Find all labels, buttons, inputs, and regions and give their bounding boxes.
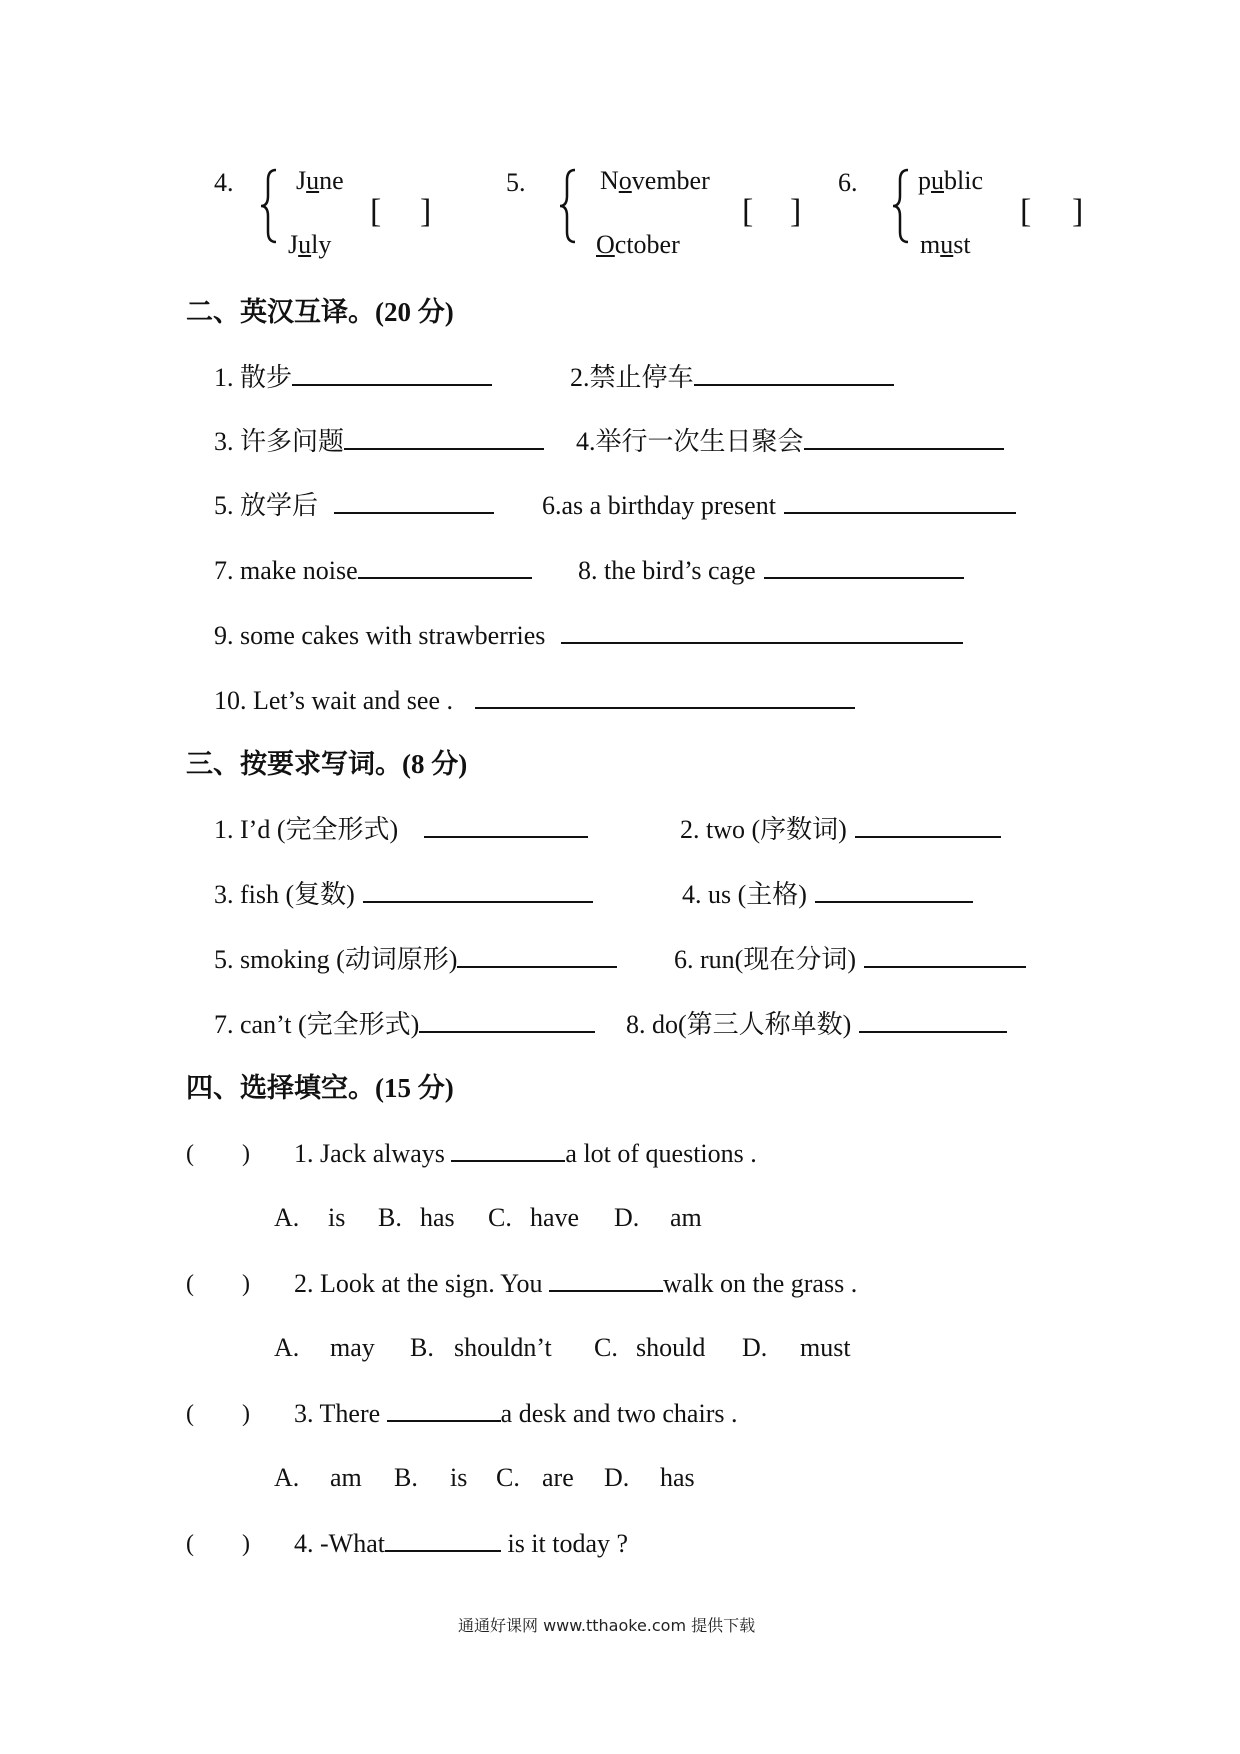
answer-bracket-right: ]	[1072, 193, 1084, 230]
option-text[interactable]: am	[670, 1203, 702, 1232]
translation-item: 8. the bird’s cage	[578, 555, 964, 586]
answer-blank[interactable]	[475, 685, 855, 709]
section-heading: 四、选择填空。(15 分)	[186, 1073, 454, 1103]
option-text[interactable]: have	[530, 1203, 580, 1232]
answer-paren[interactable]: ( )	[186, 1141, 250, 1167]
phonics-word: July	[288, 230, 332, 259]
word-form-item: 4. us (主格)	[682, 879, 973, 910]
option-letter: B.	[410, 1333, 434, 1362]
answer-blank[interactable]	[561, 620, 963, 644]
answer-bracket-right: ]	[790, 193, 802, 230]
answer-blank[interactable]	[549, 1268, 663, 1292]
question-options	[274, 1333, 851, 1363]
phonics-number: 4.	[214, 168, 234, 197]
word-form-item: 7. can’t (完全形式)	[214, 1009, 595, 1040]
answer-bracket-left: [	[370, 193, 382, 230]
answer-blank[interactable]	[864, 944, 1026, 968]
answer-blank[interactable]	[859, 1009, 1007, 1033]
answer-blank[interactable]	[424, 814, 588, 838]
answer-blank[interactable]	[385, 1528, 501, 1552]
word-form-item: 3. fish (复数)	[214, 879, 593, 910]
translation-item: 1. 散步	[214, 362, 492, 393]
word-form-item: 1. I’d (完全形式)	[214, 814, 588, 845]
option-letter: D.	[614, 1203, 640, 1232]
answer-bracket-left: [	[1020, 193, 1032, 230]
translation-item: 6.as a birthday present	[542, 490, 1016, 521]
answer-blank[interactable]	[815, 879, 973, 903]
answer-blank[interactable]	[419, 1009, 595, 1033]
translation-item: 3. 许多问题	[214, 426, 544, 457]
translation-item: 4.举行一次生日聚会	[576, 426, 1004, 457]
phonics-word: must	[920, 230, 971, 259]
option-letter: C.	[496, 1463, 520, 1492]
option-letter: C.	[488, 1203, 512, 1232]
phonics-word: June	[296, 166, 344, 195]
option-letter: B.	[394, 1463, 418, 1492]
answer-blank[interactable]	[363, 879, 593, 903]
phonics-word: October	[596, 230, 680, 259]
question-text: 2. Look at the sign. You walk on the grass .	[294, 1269, 858, 1298]
curly-brace-icon	[890, 166, 912, 246]
option-text[interactable]: should	[636, 1333, 706, 1362]
option-letter: A.	[274, 1203, 300, 1232]
phonics-number: 6.	[838, 168, 858, 197]
question-text: 4. -What is it today ?	[294, 1529, 629, 1558]
curly-brace-icon	[258, 166, 280, 246]
word-form-item: 2. two (序数词)	[680, 814, 1001, 845]
phonics-word: November	[600, 166, 710, 195]
answer-blank[interactable]	[694, 362, 894, 386]
option-text[interactable]: is	[328, 1203, 346, 1232]
option-text[interactable]: may	[330, 1333, 375, 1362]
option-letter: B.	[378, 1203, 402, 1232]
option-text[interactable]: is	[450, 1463, 468, 1492]
option-letter: A.	[274, 1463, 300, 1492]
answer-blank[interactable]	[784, 490, 1016, 514]
answer-blank[interactable]	[457, 944, 617, 968]
option-letter: C.	[594, 1333, 618, 1362]
answer-blank[interactable]	[334, 490, 494, 514]
option-text[interactable]: must	[800, 1333, 851, 1362]
translation-item: 10. Let’s wait and see .	[214, 685, 855, 716]
translation-item: 7. make noise	[214, 555, 532, 586]
option-text[interactable]: am	[330, 1463, 362, 1492]
answer-blank[interactable]	[451, 1138, 565, 1162]
translation-item: 9. some cakes with strawberries	[214, 620, 963, 651]
word-form-item: 5. smoking (动词原形)	[214, 944, 617, 975]
phonics-number: 5.	[506, 168, 526, 197]
option-text[interactable]: has	[420, 1203, 455, 1232]
option-text[interactable]: has	[660, 1463, 695, 1492]
answer-paren[interactable]: ( )	[186, 1271, 250, 1297]
answer-blank[interactable]	[344, 426, 544, 450]
option-text[interactable]: are	[542, 1463, 574, 1492]
phonics-word: public	[918, 166, 983, 195]
section-heading: 三、按要求写词。(8 分)	[186, 749, 468, 779]
answer-bracket-right: ]	[420, 193, 432, 230]
answer-paren[interactable]: ( )	[186, 1401, 250, 1427]
word-form-item: 8. do(第三人称单数)	[626, 1009, 1007, 1040]
question-text: 3. There a desk and two chairs .	[294, 1399, 738, 1428]
answer-blank[interactable]	[764, 555, 964, 579]
question-options	[274, 1463, 695, 1493]
question-text: 1. Jack always a lot of questions .	[294, 1139, 757, 1168]
curly-brace-icon	[557, 166, 579, 246]
answer-blank[interactable]	[804, 426, 1004, 450]
answer-blank[interactable]	[358, 555, 532, 579]
answer-blank[interactable]	[387, 1398, 501, 1422]
answer-paren[interactable]: ( )	[186, 1531, 250, 1557]
answer-blank[interactable]	[855, 814, 1001, 838]
translation-item: 2.禁止停车	[570, 362, 894, 393]
word-form-item: 6. run(现在分词)	[674, 944, 1026, 975]
section-heading: 二、英汉互译。(20 分)	[186, 297, 454, 327]
answer-blank[interactable]	[292, 362, 492, 386]
page-footer: 通通好课网 www.tthaoke.com 提供下载	[458, 1616, 756, 1635]
question-options	[274, 1203, 702, 1233]
option-letter: A.	[274, 1333, 300, 1362]
translation-item: 5. 放学后	[214, 490, 494, 521]
option-letter: D.	[742, 1333, 768, 1362]
option-text[interactable]: shouldn’t	[454, 1333, 552, 1362]
answer-bracket-left: [	[742, 193, 754, 230]
option-letter: D.	[604, 1463, 630, 1492]
